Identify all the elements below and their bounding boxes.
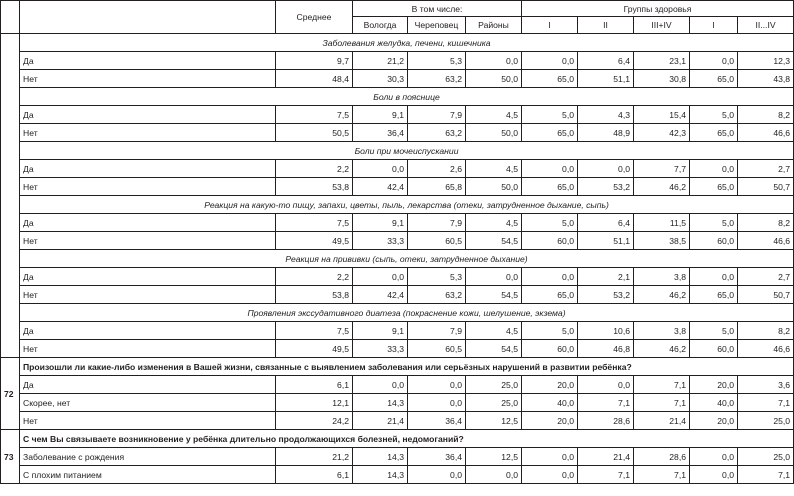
row-value: 25,0 (466, 394, 522, 412)
row-value: 50,7 (738, 178, 794, 196)
header-row-1 (1, 1, 794, 17)
row-label: Нет (20, 286, 276, 304)
row-value: 50,0 (466, 178, 522, 196)
row-value: 46,6 (738, 340, 794, 358)
row-label: Да (20, 214, 276, 232)
row-label: Да (20, 268, 276, 286)
row-value: 46,2 (634, 340, 690, 358)
header-col-cherepovets: Череповец (408, 17, 466, 34)
row-value: 7,1 (578, 466, 634, 484)
row-value: 54,5 (466, 340, 522, 358)
row-value: 12,5 (466, 412, 522, 430)
row-value: 65,0 (522, 178, 578, 196)
row-value: 38,5 (634, 232, 690, 250)
row-value: 7,1 (738, 394, 794, 412)
table-row (1, 394, 794, 412)
row-value: 48,4 (276, 70, 353, 88)
row-label: Да (20, 322, 276, 340)
row-label: Да (20, 106, 276, 124)
question-number: 73 (1, 430, 20, 484)
row-value: 8,2 (738, 214, 794, 232)
row-value: 5,0 (690, 214, 738, 232)
row-value: 12,3 (738, 52, 794, 70)
table-row (1, 340, 794, 358)
header-col-group-i: I (522, 17, 578, 34)
row-value: 53,2 (578, 178, 634, 196)
table-row (1, 106, 794, 124)
row-value: 28,6 (578, 412, 634, 430)
table-row (1, 160, 794, 178)
row-value: 0,0 (578, 376, 634, 394)
row-value: 7,1 (634, 376, 690, 394)
row-value: 5,0 (522, 322, 578, 340)
row-value: 50,7 (738, 286, 794, 304)
row-value: 6,1 (276, 376, 353, 394)
table-body (1, 1, 794, 484)
row-value: 0,0 (466, 466, 522, 484)
row-value: 60,5 (408, 232, 466, 250)
table-row (1, 286, 794, 304)
row-value: 20,0 (522, 376, 578, 394)
row-value: 42,4 (353, 286, 408, 304)
header-health-groups: Группы здоровья (522, 1, 794, 17)
row-value: 33,3 (353, 340, 408, 358)
table-row (1, 232, 794, 250)
row-value: 65,0 (690, 124, 738, 142)
header-col-districts: Районы (466, 17, 522, 34)
row-value: 0,0 (522, 52, 578, 70)
row-value: 28,6 (634, 448, 690, 466)
row-value: 3,6 (738, 376, 794, 394)
row-value: 5,3 (408, 268, 466, 286)
row-label: Да (20, 376, 276, 394)
row-value: 2,7 (738, 160, 794, 178)
row-value: 6,4 (578, 52, 634, 70)
section-title: Реакция на прививки (сыпь, отеки, затрудненное дыхание) (20, 250, 794, 268)
row-value: 65,0 (690, 70, 738, 88)
row-value: 63,2 (408, 286, 466, 304)
row-value: 0,0 (522, 448, 578, 466)
row-value: 25,0 (466, 376, 522, 394)
row-value: 7,5 (276, 322, 353, 340)
row-value: 0,0 (353, 376, 408, 394)
section-title-row (1, 88, 794, 106)
question-text: С чем Вы связываете возникновение у ребёнка длительно продолжающихся болезней, недомоганий? (20, 430, 794, 448)
row-value: 14,3 (353, 466, 408, 484)
row-value: 14,3 (353, 394, 408, 412)
row-value: 0,0 (408, 394, 466, 412)
row-value: 4,5 (466, 214, 522, 232)
row-value: 25,0 (738, 412, 794, 430)
row-value: 4,5 (466, 322, 522, 340)
row-label: Заболевание с рождения (20, 448, 276, 466)
row-value: 65,8 (408, 178, 466, 196)
row-value: 63,2 (408, 124, 466, 142)
row-value: 21,4 (634, 412, 690, 430)
section-title-row (1, 142, 794, 160)
row-label: Да (20, 52, 276, 70)
row-value: 46,6 (738, 124, 794, 142)
row-value: 3,8 (634, 268, 690, 286)
header-mean: Среднее (276, 1, 353, 34)
section-number-cell (1, 34, 20, 358)
row-value: 36,4 (408, 412, 466, 430)
question-row (1, 430, 794, 448)
row-value: 0,0 (466, 268, 522, 286)
row-value: 2,2 (276, 160, 353, 178)
table-row (1, 448, 794, 466)
row-value: 21,4 (353, 412, 408, 430)
row-value: 21,2 (353, 52, 408, 70)
row-value: 60,0 (522, 232, 578, 250)
row-value: 65,0 (522, 70, 578, 88)
row-value: 54,5 (466, 232, 522, 250)
row-value: 5,0 (522, 214, 578, 232)
table-row (1, 268, 794, 286)
row-value: 5,3 (408, 52, 466, 70)
row-value: 24,2 (276, 412, 353, 430)
row-value: 11,5 (634, 214, 690, 232)
row-value: 7,9 (408, 214, 466, 232)
row-value: 40,0 (690, 394, 738, 412)
row-label: Да (20, 160, 276, 178)
row-value: 8,2 (738, 106, 794, 124)
table-row (1, 214, 794, 232)
question-row (1, 358, 794, 376)
row-value: 0,0 (690, 268, 738, 286)
row-value: 60,0 (690, 340, 738, 358)
table-row (1, 322, 794, 340)
row-value: 20,0 (690, 376, 738, 394)
row-value: 51,1 (578, 70, 634, 88)
row-value: 63,2 (408, 70, 466, 88)
row-value: 9,1 (353, 106, 408, 124)
header-col-group-i-b: I (690, 17, 738, 34)
section-title: Реакция на какую-то пищу, запахи, цветы, пыль, лекарства (отеки, затрудненное дыхание, сыпь) (20, 196, 794, 214)
row-value: 0,0 (466, 52, 522, 70)
row-value: 4,5 (466, 160, 522, 178)
table-row (1, 178, 794, 196)
row-value: 2,7 (738, 268, 794, 286)
row-value: 30,8 (634, 70, 690, 88)
row-label: Скорее, нет (20, 394, 276, 412)
section-title: Заболевания желудка, печени, кишечника (20, 34, 794, 52)
row-label: Нет (20, 232, 276, 250)
row-value: 20,0 (690, 412, 738, 430)
row-value: 4,5 (466, 106, 522, 124)
row-value: 50,5 (276, 124, 353, 142)
row-value: 42,3 (634, 124, 690, 142)
row-value: 53,8 (276, 286, 353, 304)
row-value: 2,6 (408, 160, 466, 178)
row-value: 10,6 (578, 322, 634, 340)
row-value: 21,4 (578, 448, 634, 466)
table-row (1, 412, 794, 430)
table-row (1, 70, 794, 88)
row-value: 6,4 (578, 214, 634, 232)
row-value: 7,1 (634, 394, 690, 412)
row-value: 46,2 (634, 286, 690, 304)
row-value: 0,0 (690, 448, 738, 466)
section-title: Проявления экссудативного диатеза (покраснение кожи, шелушение, экзема) (20, 304, 794, 322)
row-value: 43,8 (738, 70, 794, 88)
row-value: 7,5 (276, 214, 353, 232)
row-value: 60,0 (522, 340, 578, 358)
table-row (1, 124, 794, 142)
row-value: 46,2 (634, 178, 690, 196)
row-value: 25,0 (738, 448, 794, 466)
row-label: Нет (20, 340, 276, 358)
row-value: 40,0 (522, 394, 578, 412)
question-text: Произошли ли какие-либо изменения в Вашей жизни, связанные с выявлением заболевания или серьёзных нарушений в развитии ребёнка? (20, 358, 794, 376)
row-value: 65,0 (522, 124, 578, 142)
row-value: 7,5 (276, 106, 353, 124)
row-value: 65,0 (690, 286, 738, 304)
row-value: 15,4 (634, 106, 690, 124)
section-title: Боли в пояснице (20, 88, 794, 106)
row-value: 5,0 (690, 322, 738, 340)
table-row (1, 52, 794, 70)
row-value: 0,0 (408, 376, 466, 394)
row-value: 0,0 (690, 466, 738, 484)
header-col-group-iii-iv: III+IV (634, 17, 690, 34)
section-title-row (1, 250, 794, 268)
row-label: Нет (20, 412, 276, 430)
row-value: 9,1 (353, 322, 408, 340)
row-value: 4,3 (578, 106, 634, 124)
row-value: 7,9 (408, 322, 466, 340)
row-value: 6,1 (276, 466, 353, 484)
section-title-row (1, 196, 794, 214)
header-blank-number (1, 1, 20, 34)
header-col-group-ii: II (578, 17, 634, 34)
row-value: 0,0 (353, 268, 408, 286)
row-value: 23,1 (634, 52, 690, 70)
row-value: 0,0 (690, 52, 738, 70)
row-value: 2,2 (276, 268, 353, 286)
row-value: 7,1 (634, 466, 690, 484)
row-value: 65,0 (522, 286, 578, 304)
row-value: 3,8 (634, 322, 690, 340)
row-value: 7,1 (578, 394, 634, 412)
row-value: 0,0 (578, 160, 634, 178)
row-value: 0,0 (408, 466, 466, 484)
table-row (1, 376, 794, 394)
row-label: Нет (20, 124, 276, 142)
row-value: 36,4 (353, 124, 408, 142)
row-value: 33,3 (353, 232, 408, 250)
header-including: В том числе: (353, 1, 522, 17)
row-value: 65,0 (690, 178, 738, 196)
row-value: 49,5 (276, 232, 353, 250)
row-label: Нет (20, 178, 276, 196)
row-value: 9,1 (353, 214, 408, 232)
row-value: 30,3 (353, 70, 408, 88)
row-value: 60,0 (690, 232, 738, 250)
row-value: 42,4 (353, 178, 408, 196)
section-title: Боли при мочеиспускании (20, 142, 794, 160)
row-value: 12,1 (276, 394, 353, 412)
section-title-row (1, 34, 794, 52)
row-value: 7,7 (634, 160, 690, 178)
row-label: Нет (20, 70, 276, 88)
row-value: 53,2 (578, 286, 634, 304)
row-value: 60,5 (408, 340, 466, 358)
header-col-vologda: Вологда (353, 17, 408, 34)
row-value: 46,8 (578, 340, 634, 358)
row-value: 0,0 (690, 160, 738, 178)
row-value: 36,4 (408, 448, 466, 466)
row-value: 8,2 (738, 322, 794, 340)
header-col-group-ii-iv: II...IV (738, 17, 794, 34)
row-value: 54,5 (466, 286, 522, 304)
row-value: 5,0 (690, 106, 738, 124)
row-value: 49,5 (276, 340, 353, 358)
row-value: 53,8 (276, 178, 353, 196)
row-value: 0,0 (353, 160, 408, 178)
row-value: 7,1 (738, 466, 794, 484)
row-label: С плохим питанием (20, 466, 276, 484)
row-value: 14,3 (353, 448, 408, 466)
question-number: 72 (1, 358, 20, 430)
row-value: 0,0 (522, 160, 578, 178)
row-value: 12,5 (466, 448, 522, 466)
row-value: 21,2 (276, 448, 353, 466)
header-blank-label (20, 1, 276, 34)
row-value: 0,0 (522, 268, 578, 286)
row-value: 5,0 (522, 106, 578, 124)
row-value: 50,0 (466, 124, 522, 142)
row-value: 9,7 (276, 52, 353, 70)
row-value: 51,1 (578, 232, 634, 250)
table-row (1, 466, 794, 484)
row-value: 48,9 (578, 124, 634, 142)
row-value: 7,9 (408, 106, 466, 124)
row-value: 50,0 (466, 70, 522, 88)
row-value: 2,1 (578, 268, 634, 286)
row-value: 0,0 (522, 466, 578, 484)
section-title-row (1, 304, 794, 322)
row-value: 20,0 (522, 412, 578, 430)
row-value: 46,6 (738, 232, 794, 250)
